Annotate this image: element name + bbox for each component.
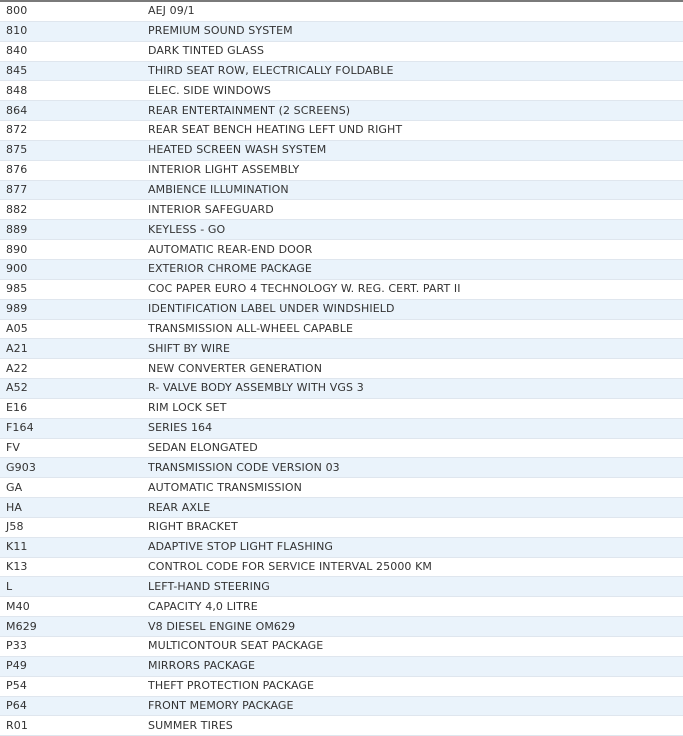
table-row xyxy=(0,279,683,299)
table-row xyxy=(0,716,683,736)
option-code-cell: 875 xyxy=(0,140,148,160)
option-description-cell: LEFT-HAND STEERING xyxy=(148,577,683,597)
option-code-cell: G903 xyxy=(0,458,148,478)
option-description-cell: FRONT MEMORY PACKAGE xyxy=(148,696,683,716)
option-code-cell: 848 xyxy=(0,81,148,101)
option-description-cell: DARK TINTED GLASS xyxy=(148,41,683,61)
option-code-cell: 889 xyxy=(0,220,148,240)
option-code-cell: A05 xyxy=(0,319,148,339)
table-row xyxy=(0,240,683,260)
table-row xyxy=(0,557,683,577)
table-row xyxy=(0,498,683,518)
option-code-cell: 985 xyxy=(0,279,148,299)
table-row xyxy=(0,121,683,141)
option-description-cell: TRANSMISSION ALL-WHEEL CAPABLE xyxy=(148,319,683,339)
option-description-cell: THEFT PROTECTION PACKAGE xyxy=(148,676,683,696)
option-code-cell: M629 xyxy=(0,617,148,637)
option-code-cell: 876 xyxy=(0,160,148,180)
table-row xyxy=(0,61,683,81)
option-description-cell: PREMIUM SOUND SYSTEM xyxy=(148,21,683,41)
option-description-cell: CONTROL CODE FOR SERVICE INTERVAL 25000 KM xyxy=(148,557,683,577)
option-code-cell: 864 xyxy=(0,101,148,121)
table-row xyxy=(0,2,683,21)
table-row xyxy=(0,537,683,557)
option-description-cell: REAR AXLE xyxy=(148,498,683,518)
table-row xyxy=(0,101,683,121)
table-row xyxy=(0,418,683,438)
option-code-cell: K11 xyxy=(0,537,148,557)
option-code-cell: F164 xyxy=(0,418,148,438)
option-description-cell: AMBIENCE ILLUMINATION xyxy=(148,180,683,200)
option-code-cell: E16 xyxy=(0,398,148,418)
option-code-cell: P64 xyxy=(0,696,148,716)
option-code-cell: 882 xyxy=(0,200,148,220)
option-description-cell: AUTOMATIC REAR-END DOOR xyxy=(148,240,683,260)
option-code-cell: 845 xyxy=(0,61,148,81)
option-description-cell: R- VALVE BODY ASSEMBLY WITH VGS 3 xyxy=(148,379,683,399)
option-description-cell: EXTERIOR CHROME PACKAGE xyxy=(148,259,683,279)
table-row xyxy=(0,438,683,458)
option-code-cell: 900 xyxy=(0,259,148,279)
option-description-cell: AUTOMATIC TRANSMISSION xyxy=(148,478,683,498)
table-row xyxy=(0,319,683,339)
option-description-cell: SEDAN ELONGATED xyxy=(148,438,683,458)
table-row xyxy=(0,299,683,319)
table-row xyxy=(0,259,683,279)
table-row xyxy=(0,200,683,220)
option-description-cell: REAR SEAT BENCH HEATING LEFT UND RIGHT xyxy=(148,121,683,141)
option-description-cell: RIGHT BRACKET xyxy=(148,517,683,537)
table-row xyxy=(0,339,683,359)
table-row xyxy=(0,359,683,379)
option-code-cell: FV xyxy=(0,438,148,458)
option-code-cell: GA xyxy=(0,478,148,498)
option-description-cell: ELEC. SIDE WINDOWS xyxy=(148,81,683,101)
table-row xyxy=(0,458,683,478)
option-description-cell: COC PAPER EURO 4 TECHNOLOGY W. REG. CERT. PART II xyxy=(148,279,683,299)
option-code-cell: 800 xyxy=(0,2,148,21)
option-code-cell: 989 xyxy=(0,299,148,319)
table-row xyxy=(0,41,683,61)
table-row xyxy=(0,597,683,617)
option-codes-body xyxy=(0,2,683,736)
table-row xyxy=(0,617,683,637)
option-description-cell: THIRD SEAT ROW, ELECTRICALLY FOLDABLE xyxy=(148,61,683,81)
option-description-cell: INTERIOR LIGHT ASSEMBLY xyxy=(148,160,683,180)
option-description-cell: TRANSMISSION CODE VERSION 03 xyxy=(148,458,683,478)
option-description-cell: INTERIOR SAFEGUARD xyxy=(148,200,683,220)
option-description-cell: ADAPTIVE STOP LIGHT FLASHING xyxy=(148,537,683,557)
table-row xyxy=(0,398,683,418)
option-code-cell: L xyxy=(0,577,148,597)
option-description-cell: KEYLESS - GO xyxy=(148,220,683,240)
option-code-cell: 840 xyxy=(0,41,148,61)
option-code-cell: 872 xyxy=(0,121,148,141)
option-description-cell: REAR ENTERTAINMENT (2 SCREENS) xyxy=(148,101,683,121)
option-code-cell: 877 xyxy=(0,180,148,200)
option-code-cell: M40 xyxy=(0,597,148,617)
table-row xyxy=(0,160,683,180)
table-row xyxy=(0,577,683,597)
option-description-cell: RIM LOCK SET xyxy=(148,398,683,418)
table-row xyxy=(0,81,683,101)
table-row xyxy=(0,180,683,200)
option-code-cell: P49 xyxy=(0,656,148,676)
table-row xyxy=(0,637,683,657)
option-description-cell: SUMMER TIRES xyxy=(148,716,683,736)
option-code-cell: A52 xyxy=(0,379,148,399)
option-description-cell: SHIFT BY WIRE xyxy=(148,339,683,359)
table-row xyxy=(0,478,683,498)
option-description-cell: SERIES 164 xyxy=(148,418,683,438)
option-description-cell: CAPACITY 4,0 LITRE xyxy=(148,597,683,617)
table-row xyxy=(0,696,683,716)
option-code-cell: K13 xyxy=(0,557,148,577)
option-code-cell: P54 xyxy=(0,676,148,696)
option-code-cell: A21 xyxy=(0,339,148,359)
table-row xyxy=(0,379,683,399)
option-code-cell: 810 xyxy=(0,21,148,41)
option-description-cell: NEW CONVERTER GENERATION xyxy=(148,359,683,379)
table-row xyxy=(0,517,683,537)
table-row xyxy=(0,676,683,696)
option-description-cell: IDENTIFICATION LABEL UNDER WINDSHIELD xyxy=(148,299,683,319)
option-code-cell: R01 xyxy=(0,716,148,736)
option-description-cell: AEJ 09/1 xyxy=(148,2,683,21)
option-code-cell: A22 xyxy=(0,359,148,379)
option-description-cell: HEATED SCREEN WASH SYSTEM xyxy=(148,140,683,160)
option-description-cell: MIRRORS PACKAGE xyxy=(148,656,683,676)
option-code-cell: P33 xyxy=(0,637,148,657)
option-code-cell: J58 xyxy=(0,517,148,537)
option-description-cell: MULTICONTOUR SEAT PACKAGE xyxy=(148,637,683,657)
option-codes-table xyxy=(0,2,683,736)
option-code-cell: 890 xyxy=(0,240,148,260)
table-row xyxy=(0,21,683,41)
option-description-cell: V8 DIESEL ENGINE OM629 xyxy=(148,617,683,637)
table-row xyxy=(0,656,683,676)
table-row xyxy=(0,140,683,160)
table-row xyxy=(0,220,683,240)
option-code-cell: HA xyxy=(0,498,148,518)
